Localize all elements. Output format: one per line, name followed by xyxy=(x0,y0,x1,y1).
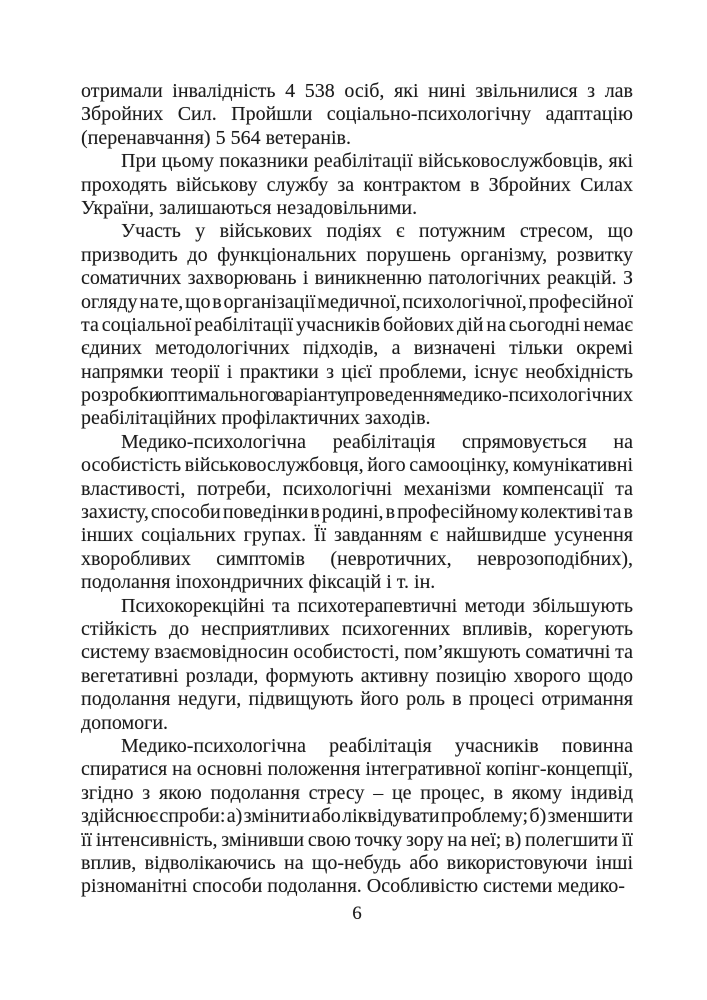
text-line xyxy=(81,267,633,290)
paragraph xyxy=(81,80,633,150)
text-line xyxy=(81,595,633,618)
text-line-content: розробки оптимального варіанту проведення медико-психологічних xyxy=(81,384,633,407)
text-line xyxy=(81,758,633,781)
text-line-content: вплив, відволікаючись на що-небудь або використовуючи інші xyxy=(81,851,633,874)
text-line-content: подолання недуги, підвищують його роль в процесі отримання xyxy=(81,688,633,711)
text-line xyxy=(81,829,633,852)
text-line-content: згідно з якою подолання стресу – це процес, в якому індивід xyxy=(81,781,633,804)
text-line-content: (перенавчання) 5 564 ветеранів. xyxy=(81,126,351,149)
text-line xyxy=(81,361,633,384)
text-line-content: єдиних методологічних підходів, а визначені тільки окремі xyxy=(81,337,633,360)
paragraph xyxy=(81,735,633,899)
text-line-content: подолання іпохондричних фіксацій і т. ін. xyxy=(81,571,436,594)
text-line-content: При цьому показники реабілітації військовослужбовців, які xyxy=(121,150,633,173)
text-line-content: властивості, потреби, психологічні механізми компенсації та xyxy=(81,477,633,500)
document-text xyxy=(81,80,633,899)
text-line xyxy=(81,174,633,197)
text-line xyxy=(81,103,633,126)
text-line xyxy=(81,337,633,360)
text-line xyxy=(81,618,633,641)
text-line-content: спиратися на основні положення інтегративної копінг-концепції, xyxy=(81,758,633,781)
text-line-content: призводить до функціональних порушень організму, розвитку xyxy=(81,243,633,266)
text-line xyxy=(81,875,633,898)
text-line-content: вегетативні розлади, формують активну позицію хворого щодо xyxy=(81,664,633,687)
text-line-content: хворобливих симптомів (невротичних, неврозоподібних), xyxy=(81,547,633,570)
text-line xyxy=(81,407,633,430)
text-line-content: її інтенсивність, змінивши свою точку зору на неї; в) полегшити її xyxy=(81,828,633,851)
text-line-content: різноманітні способи подолання. Особливістю системи медико- xyxy=(81,875,625,898)
text-line-content: особистість військовослужбовця, його самооцінку, комунікативні xyxy=(81,454,633,477)
text-line-content: огляду на те, що в організації медичної, психологічної, професійної xyxy=(81,290,633,313)
text-line xyxy=(81,571,633,594)
text-line-content: та соціальної реабілітації учасників бойових дій на сьогодні немає xyxy=(81,313,633,336)
text-line-content: здійснює спроби: а) змінити або ліквідувати проблему; б) зменшити xyxy=(81,805,633,828)
paragraph xyxy=(81,220,633,431)
text-line xyxy=(81,291,633,314)
text-line xyxy=(81,548,633,571)
text-line xyxy=(81,454,633,477)
text-line xyxy=(81,150,633,173)
page-number: 6 xyxy=(352,903,362,924)
text-line xyxy=(81,431,633,454)
text-line xyxy=(81,478,633,501)
text-line-content: Психокорекційні та психотерапевтичні методи збільшують xyxy=(121,594,633,617)
text-line xyxy=(81,782,633,805)
text-line-content: проходять військову службу за контрактом в Збройних Силах xyxy=(81,173,633,196)
text-line-content: допомоги. xyxy=(81,711,169,734)
text-line xyxy=(81,244,633,267)
text-line xyxy=(81,641,633,664)
text-line xyxy=(81,501,633,524)
text-line xyxy=(81,220,633,243)
paragraph xyxy=(81,150,633,220)
text-line-content: стійкість до несприятливих психогенних впливів, корегують xyxy=(81,617,633,640)
text-line-content: Медико-психологічна реабілітація спрямовується на xyxy=(121,430,633,453)
text-line xyxy=(81,665,633,688)
text-line-content: захисту, способи поведінки в родині, в професійному колективі та в xyxy=(81,501,633,524)
text-line xyxy=(81,314,633,337)
text-line xyxy=(81,735,633,758)
text-line xyxy=(81,712,633,735)
text-line xyxy=(81,805,633,828)
text-line-content: систему взаємовідносин особистості, пом’якшують соматичні та xyxy=(81,641,633,664)
text-line-content: Медико-психологічна реабілітація учасників повинна xyxy=(121,734,633,757)
text-line-content: інших соціальних групах. Її завданням є найшвидше усунення xyxy=(81,524,633,547)
text-line-content: отримали інвалідність 4 538 осіб, які нині звільнилися з лав xyxy=(81,80,633,102)
text-line xyxy=(81,127,633,150)
text-line-content: реабілітаційних профілактичних заходів. xyxy=(81,407,431,430)
text-line-content: напрямки теорії і практики з цієї проблеми, існує необхідність xyxy=(81,360,633,383)
text-line-content: соматичних захворювань і виникненню патологічних реакцій. З xyxy=(81,267,633,290)
text-line xyxy=(81,524,633,547)
text-line xyxy=(81,197,633,220)
paragraph xyxy=(81,431,633,595)
paragraph xyxy=(81,595,633,735)
text-line xyxy=(81,852,633,875)
text-line xyxy=(81,384,633,407)
text-line-content: Збройних Сил. Пройшли соціально-психологічну адаптацію xyxy=(81,103,633,126)
text-line xyxy=(81,80,633,103)
text-line xyxy=(81,688,633,711)
text-line-content: України, залишаються незадовільними. xyxy=(81,196,418,219)
text-line-content: Участь у військових подіях є потужним стресом, що xyxy=(121,220,633,243)
